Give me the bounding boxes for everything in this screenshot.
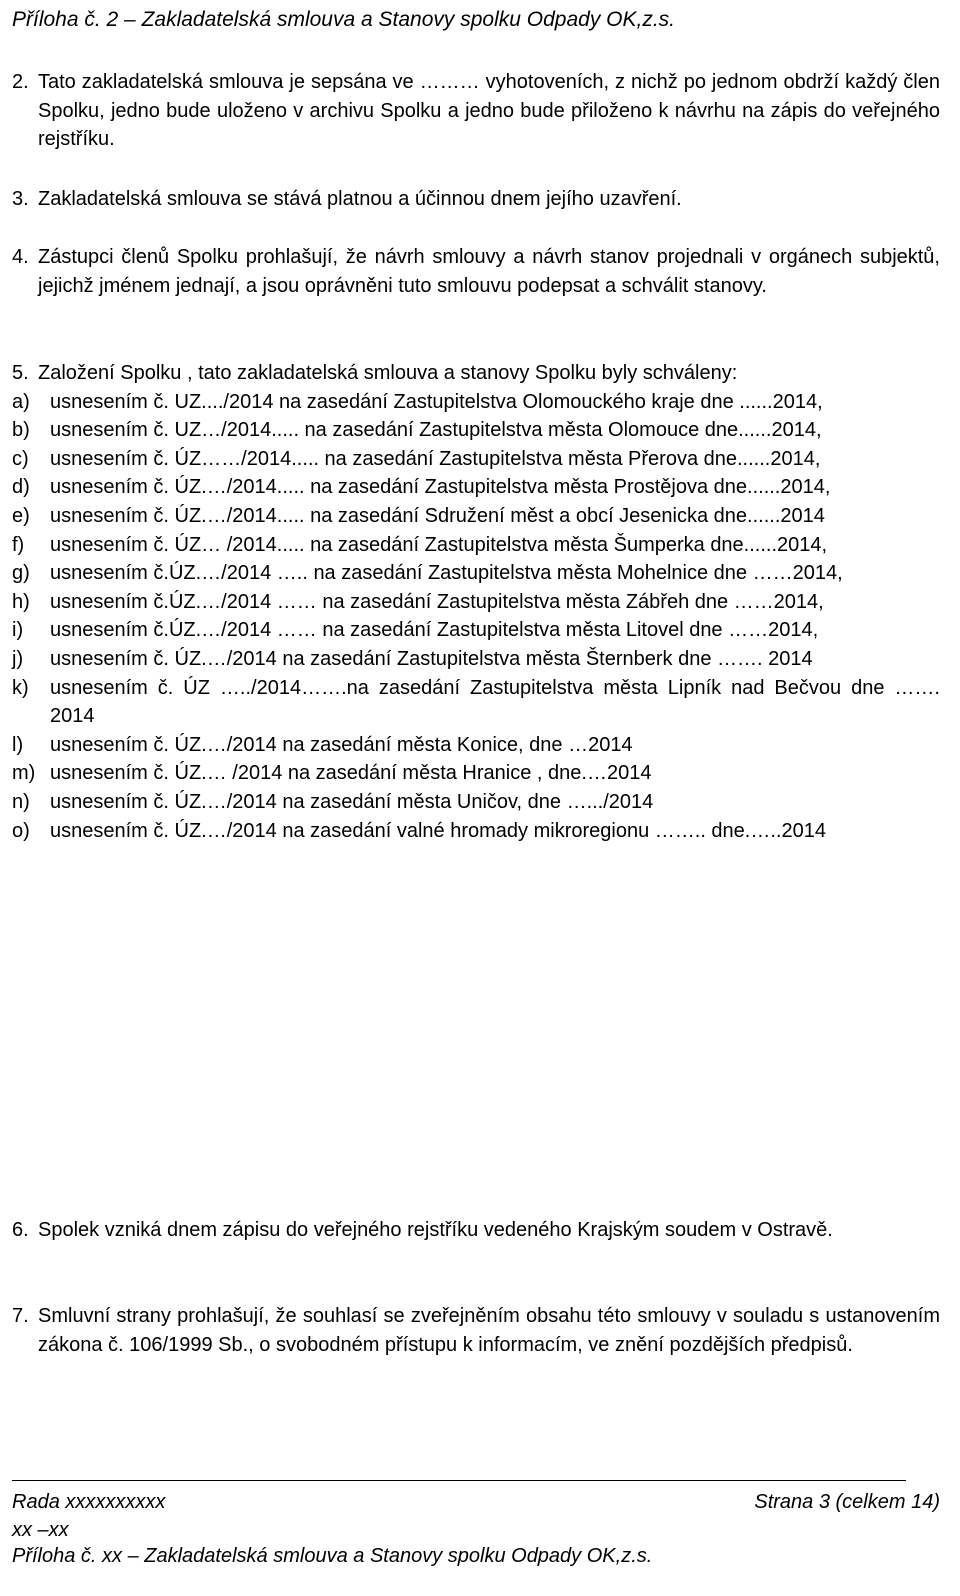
item-text: usnesením č. UZ…/2014..... na zasedání Zastupitelstva města Olomouce dne......2014, (50, 419, 822, 442)
list-item (12, 588, 940, 617)
paragraph-text: Smluvní strany prohlašují, že souhlasí se zveřejněním obsahu této smlouvy v souladu s ustanovením zákona č. 106/1999 Sb., o svobodném přístupu k informacím, ve znění pozdějších předpisů. (38, 1305, 940, 1356)
paragraph-6 (12, 1216, 940, 1245)
list-item (12, 388, 940, 417)
footer-divider (12, 1480, 906, 1481)
list-item (12, 645, 940, 674)
list-item (12, 559, 940, 588)
list-item (12, 502, 940, 531)
item-letter: g) (12, 562, 30, 585)
item-letter: j) (12, 647, 24, 670)
page-number: Strana 3 (celkem 14) (754, 1491, 940, 1513)
page-header: Příloha č. 2 – Zakladatelská smlouva a Stanovy spolku Odpady OK,z.s. (12, 8, 675, 31)
paragraph-number: 7. (12, 1305, 29, 1327)
paragraph-text: Zástupci členů Spolku prohlašují, že návrh smlouvy a návrh stanov projednali v orgánech subjektů, jejichž jménem jednají, a jsou oprávněni tuto smlouvu podepsat a schválit stanovy. (38, 246, 940, 297)
list-item (12, 759, 940, 788)
item-text: usnesením č. ÚZ …../2014…….na zasedání Zastupitelstva města Lipník nad Bečvou dne ……. 2014 (50, 676, 940, 728)
list-item (12, 817, 940, 846)
paragraph-number: 5. (12, 362, 29, 384)
item-text: usnesením č. ÚZ.…/2014 na zasedání města Uničov, dne ….../2014 (50, 790, 654, 813)
item-text: usnesením č.ÚZ.…/2014 ….. na zasedání Zastupitelstva města Mohelnice dne ……2014, (50, 562, 843, 585)
list-item (12, 674, 940, 731)
list-item (12, 616, 940, 645)
item-letter: a) (12, 390, 30, 413)
item-letter: c) (12, 447, 29, 470)
footer-line-2: xx –xx (12, 1519, 69, 1541)
item-text: usnesením č. ÚZ.…/2014 na zasedání Zastupitelstva města Šternberk dne ……. 2014 (50, 647, 813, 670)
item-letter: e) (12, 504, 30, 527)
footer-row-2 (12, 1518, 940, 1542)
paragraph-text: Spolek vzniká dnem zápisu do veřejného rejstříku vedeného Krajským soudem v Ostravě. (38, 1219, 833, 1241)
paragraph-7 (12, 1302, 940, 1359)
item-letter: b) (12, 419, 30, 442)
paragraph-text: Tato zakladatelská smlouva je sepsána ve ……… vyhotoveních, z nichž po jednom obdrží každý člen Spolku, jedno bude uloženo v archivu Spolku a jedno bude přiloženo k návrhu na zápis do veřejného rejstříku. (38, 71, 940, 151)
list-item (12, 445, 940, 474)
item-text: usnesením č.ÚZ.…/2014 …… na zasedání Zastupitelstva města Zábřeh dne ……2014, (50, 590, 824, 613)
item-letter: d) (12, 476, 30, 499)
resolution-list (12, 388, 940, 846)
paragraph-2 (12, 68, 940, 154)
item-text: usnesením č. ÚZ……/2014..... na zasedání Zastupitelstva města Přerova dne......2014, (50, 447, 821, 470)
paragraph-number: 3. (12, 188, 29, 210)
item-letter: i) (12, 619, 24, 642)
item-letter: f) (12, 533, 25, 556)
item-text: usnesením č. UZ..../2014 na zasedání Zastupitelstva Olomouckého kraje dne ......2014, (50, 390, 823, 413)
item-text: usnesením č. ÚZ.…/2014..... na zasedání Zastupitelstva města Prostějova dne......2014, (50, 476, 831, 499)
item-letter: k) (12, 676, 29, 699)
item-letter: o) (12, 819, 30, 842)
item-text: usnesením č. ÚZ.… /2014 na zasedání města Hranice , dne.…2014 (50, 762, 652, 785)
paragraph-number: 6. (12, 1219, 29, 1241)
paragraph-text: Založení Spolku , tato zakladatelská smlouva a stanovy Spolku byly schváleny: (38, 362, 738, 384)
item-text: usnesením č. ÚZ.…/2014 na zasedání valné hromady mikroregionu …….. dne.…..2014 (50, 819, 826, 842)
paragraph-3 (12, 185, 940, 214)
footer-row-3 (12, 1544, 940, 1568)
item-text: usnesením č. ÚZ.…/2014 na zasedání města Konice, dne …2014 (50, 733, 633, 756)
list-item (12, 416, 940, 445)
paragraph-number: 4. (12, 246, 29, 268)
footer-row-1 (12, 1490, 940, 1514)
list-item (12, 473, 940, 502)
item-text: usnesením č. ÚZ.…/2014..... na zasedání Sdružení měst a obcí Jesenicka dne......2014 (50, 504, 825, 527)
item-letter: n) (12, 790, 30, 813)
list-item (12, 788, 940, 817)
footer-left: Rada xxxxxxxxxx (12, 1491, 166, 1513)
list-item (12, 731, 940, 760)
paragraph-4 (12, 243, 940, 300)
item-letter: h) (12, 590, 30, 613)
footer-line-3: Příloha č. xx – Zakladatelská smlouva a Stanovy spolku Odpady OK,z.s. (12, 1545, 653, 1567)
paragraph-5 (12, 359, 940, 845)
item-text: usnesením č.ÚZ.…/2014 …… na zasedání Zastupitelstva města Litovel dne ……2014, (50, 619, 819, 642)
item-letter: l) (12, 733, 24, 756)
paragraph-text: Zakladatelská smlouva se stává platnou a účinnou dnem jejího uzavření. (38, 188, 682, 210)
paragraph-number: 2. (12, 71, 29, 93)
item-text: usnesením č. ÚZ… /2014..... na zasedání Zastupitelstva města Šumperka dne......2014, (50, 533, 828, 556)
item-letter: m) (12, 762, 36, 785)
list-item (12, 531, 940, 560)
